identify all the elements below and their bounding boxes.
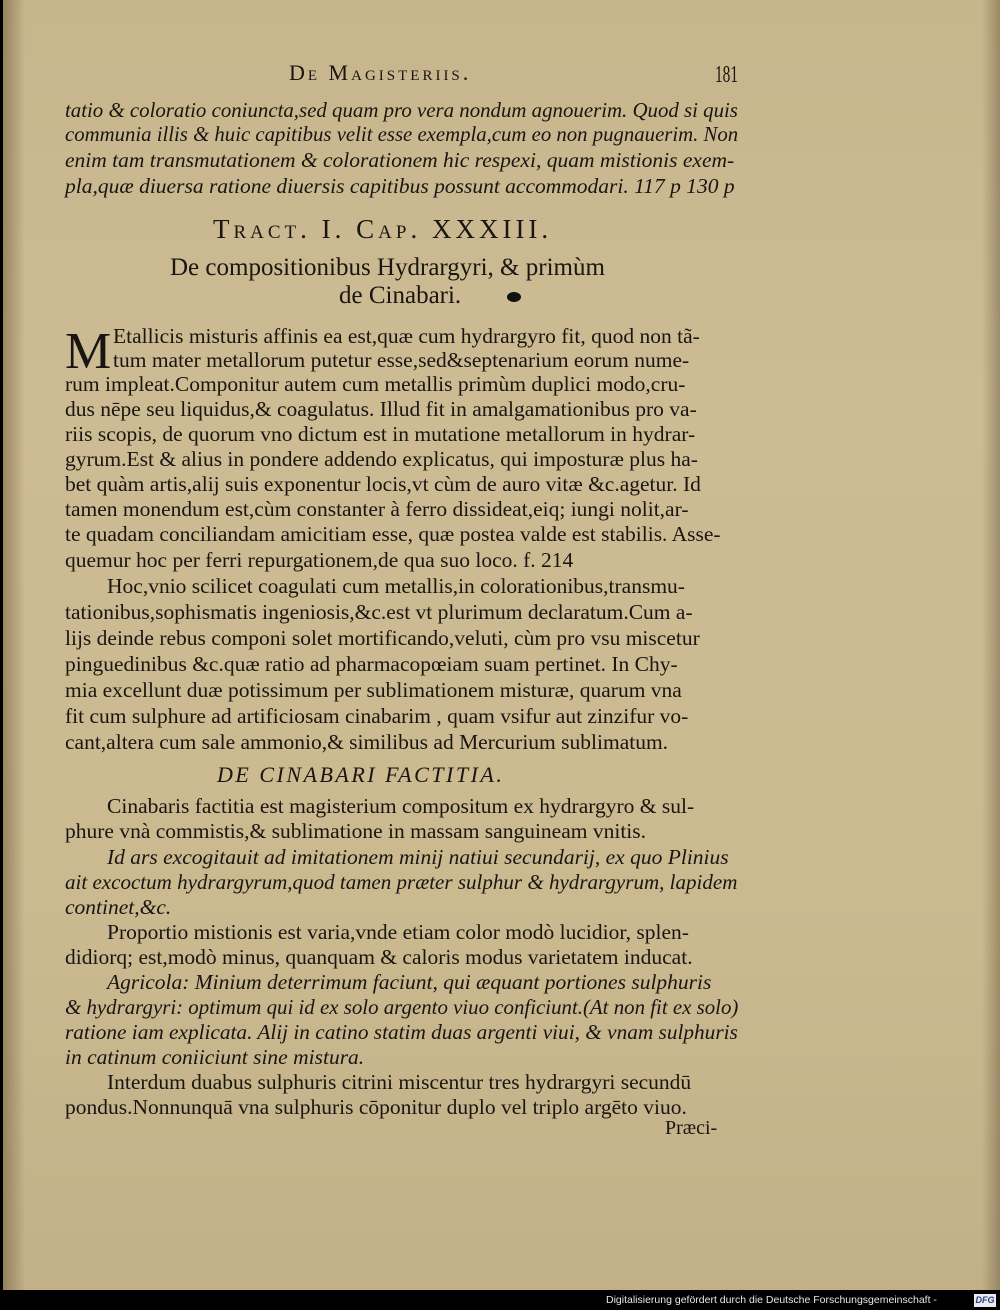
dfg-logo: DFG [975, 1295, 995, 1305]
running-header: De Magisteriis. [289, 60, 472, 85]
page-number: 181 [715, 62, 739, 88]
section-heading: DE CINABARI FACTITIA. [217, 762, 505, 787]
para7-line-1: Interdum duabus sulphuris citrini miscentur tres hydrargyri secundū [107, 1070, 692, 1094]
para4-line-3: continet,&c. [65, 895, 172, 919]
para2-line-7: cant,altera cum sale ammonio,& similibus ad Mercurium sublimatum. [65, 730, 669, 754]
para3-line-1: Cinabaris factitia est magisterium compositum ex hydrargyro & sul- [107, 794, 695, 818]
para1-line-4: dus nēpe seu liquidus,& coagulatus. Illud fit in amalgamationibus pro va- [65, 397, 697, 421]
top-line-4: pla,quæ diuersa ratione diuersis capitibus possunt accommodari. 117 p 130 p [65, 174, 735, 198]
ink-blot [507, 292, 521, 302]
chapter-subtitle-1: De compositionibus Hydrargyri, & primùm [170, 254, 605, 281]
para2-line-6: fit cum sulphure ad artificiosam cinabarim , quam vsifur aut zinzifur vo- [65, 704, 689, 728]
para2-line-3: lijs deinde rebus componi solet mortificando,veluti, cùm pro vsu miscetur [65, 626, 700, 650]
para2-line-2: tationibus,sophismatis ingeniosis,&c.est vt plurimum declaratum.Cum a- [65, 600, 693, 624]
page-edge-shadow [982, 0, 1000, 1290]
chapter-title: Tract. I. Cap. XXXIII. [213, 214, 553, 244]
para2-line-1: Hoc,vnio scilicet coagulati cum metallis,in colorationibus,transmu- [107, 574, 685, 598]
para6-line-3: ratione iam explicata. Alij in catino statim duas argenti viui, & vnam sulphuris [65, 1020, 738, 1044]
para3-line-2: phure vnà commistis,& sublimatione in massam sanguineam vnitis. [65, 819, 647, 843]
para1-line-7: bet quàm artis,alij suis exponentur locis,vt cùm de auro vitæ &c.agetur. Id [65, 472, 701, 496]
para5-line-2: didiorq; est,modò minus, quanquam & caloris modus varietatem inducat. [65, 945, 693, 969]
para6-line-1: Agricola: Minium deterrimum faciunt, qui æquant portiones sulphuris [107, 970, 712, 994]
para4-line-1: Id ars excogitauit ad imitationem minij natiui secundarij, ex quo Plinius [107, 845, 729, 869]
book-page [3, 0, 1000, 1290]
digitization-credit: Digitalisierung gefördert durch die Deutsche Forschungsgemeinschaft - [606, 1294, 937, 1306]
para2-line-4: pinguedinibus &c.quæ ratio ad pharmacopœiam suam pertinet. In Chy- [65, 652, 678, 676]
catchword: Præci- [665, 1117, 718, 1139]
para1-line-2: tum mater metallorum putetur esse,sed&septenarium eorum nume- [113, 348, 690, 372]
para4-line-2: ait excoctum hydrargyrum,quod tamen præter sulphur & hydrargyrum, lapidem [65, 870, 738, 894]
para1-line-6: gyrum.Est & alius in pondere addendo explicatus, qui imposturæ plus ha- [65, 447, 698, 471]
top-line-1: tatio & coloratio coniuncta,sed quam pro vera nondum agnouerim. Quod si quis [65, 98, 738, 122]
para1-line-10: quemur hoc per ferri repurgationem,de qua suo loco. f. 214 [65, 548, 574, 572]
para1-line-9: te quadam conciliandam amicitiam esse, quæ postea valde est stabilis. Asse- [65, 522, 721, 546]
para2-line-5: mia excellunt duæ potissimum per sublimationem misturæ, quarum vna [65, 678, 682, 702]
para1-line-1: Etallicis misturis affinis ea est,quæ cum hydrargyro fit, quod non tã- [113, 324, 700, 348]
top-line-2: communia illis & huic capitibus velit esse exempla,cum eo non pugnauerim. Non [65, 122, 739, 146]
top-line-3: enim tam transmutationem & colorationem hic respexi, quam mistionis exem- [65, 148, 735, 172]
para7-line-2: pondus.Nonnunquā vna sulphuris cōponitur duplo vel triplo argēto viuo. [65, 1095, 687, 1119]
para1-line-5: riis scopis, de quorum vno dictum est in mutatione metallorum in hydrar- [65, 422, 696, 446]
para6-line-2: & hydrargyri: optimum qui id ex solo argento viuo conficiunt.(At non fit ex solo) [65, 995, 739, 1019]
para1-line-3: rum impleat.Componitur autem cum metallis primùm duplici modo,cru- [65, 372, 686, 396]
para5-line-1: Proportio mistionis est varia,vnde etiam color modò lucidior, splen- [107, 920, 689, 944]
para6-line-4: in catinum coniiciunt sine mistura. [65, 1045, 365, 1069]
chapter-subtitle-2: de Cinabari. [339, 282, 462, 309]
drop-cap: M [65, 323, 112, 380]
para1-line-8: tamen monendum est,cùm constanter à ferro dissideat,eiq; iungi nolit,ar- [65, 497, 689, 521]
page-gutter-shadow [3, 0, 25, 1290]
